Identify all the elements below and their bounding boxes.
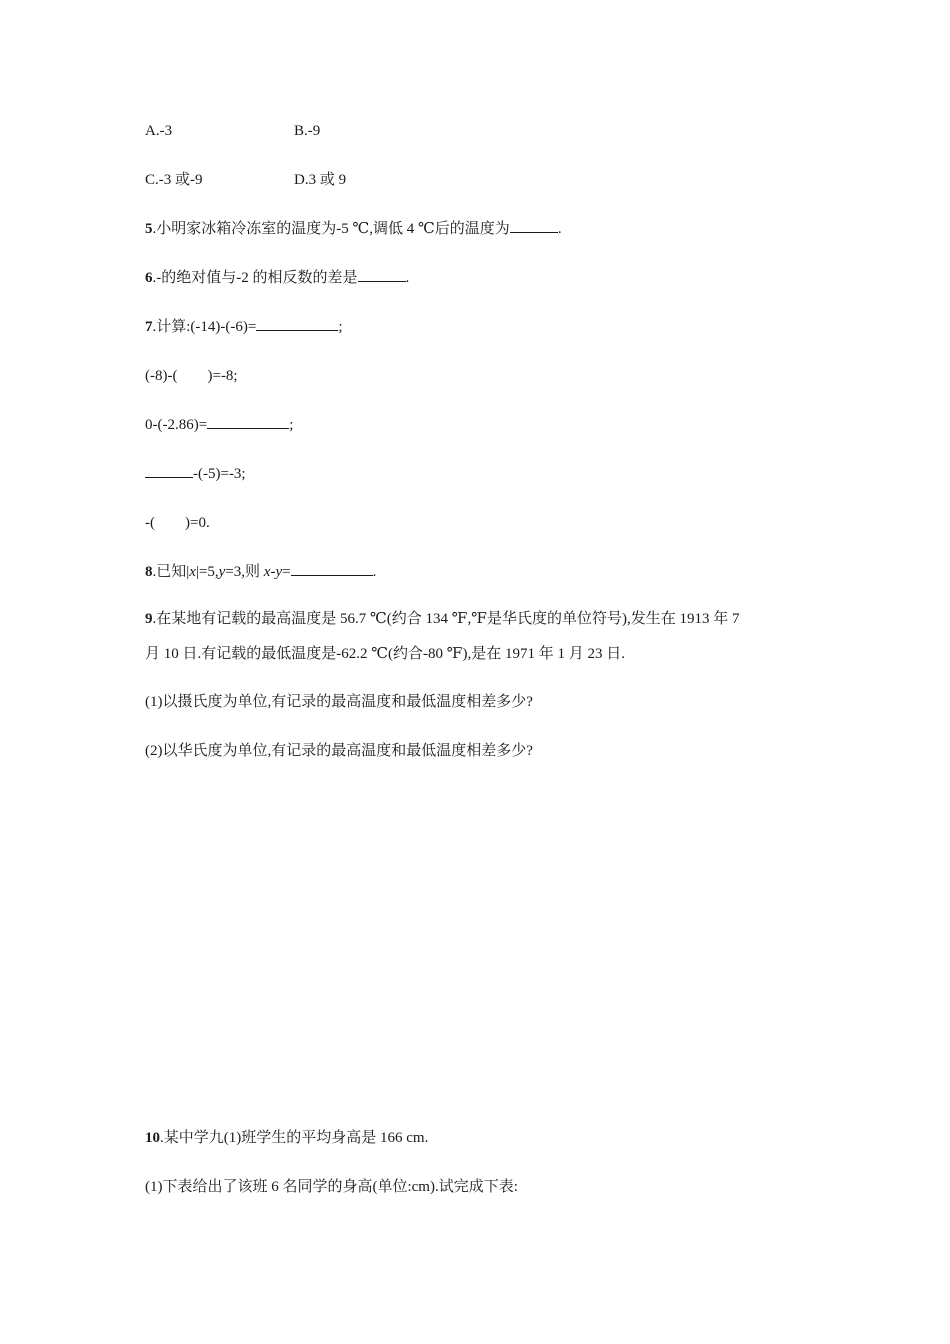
- option-c: C.-3 或-9: [145, 172, 203, 188]
- answer-blank[interactable]: [291, 561, 373, 576]
- option-b: B.-9: [294, 123, 321, 139]
- answer-blank[interactable]: [358, 267, 406, 282]
- question-9: [145, 608, 739, 630]
- question-7-line-5: -( )=0.: [145, 515, 210, 531]
- option-d: D.3 或 9: [294, 172, 347, 188]
- question-7: 7.计算:(-14)-(-6)= ;: [145, 316, 343, 338]
- question-number: 8: [145, 564, 153, 580]
- option-a: A.-3: [145, 123, 173, 139]
- answer-blank[interactable]: [256, 316, 338, 331]
- question-8: 8.已知|x|=5,y=3,则 x-y= .: [145, 561, 376, 583]
- question-text: .-的绝对值与-2 的相反数的差是: [152, 270, 358, 286]
- answer-blank[interactable]: [145, 463, 193, 478]
- option-row-cd: [145, 169, 347, 191]
- answer-blank[interactable]: [207, 414, 289, 429]
- question-9-sub-2: (2)以华氏度为单位,有记录的最高温度和最低温度相差多少?: [145, 743, 533, 759]
- question-text: .计算:(-14)-(-6)=: [152, 319, 257, 335]
- question-number: 9: [145, 611, 153, 627]
- question-text: .在某地有记载的最高温度是 56.7 ℃(约合 134 ℉,℉是华氏度的单位符号),发生在 1913 年 7: [152, 611, 740, 627]
- question-number: 10: [145, 1130, 160, 1146]
- question-number: 6: [145, 270, 153, 286]
- question-9-sub-1: (1)以摄氏度为单位,有记录的最高温度和最低温度相差多少?: [145, 694, 533, 710]
- question-6: 6.-的绝对值与-2 的相反数的差是 .: [145, 267, 409, 289]
- question-7-line-3: 0-(-2.86)= ;: [145, 414, 293, 436]
- option-row-ab: [145, 120, 321, 142]
- question-text: .某中学九(1)班学生的平均身高是 166 cm.: [160, 1130, 429, 1146]
- question-7-line-4: -(-5)=-3;: [145, 463, 246, 485]
- question-10: [145, 1127, 428, 1149]
- question-5: 5.小明家冰箱冷冻室的温度为-5 ℃,调低 4 ℃后的温度为 .: [145, 218, 562, 240]
- question-10-sub-1: (1)下表给出了该班 6 名同学的身高(单位:cm).试完成下表:: [145, 1179, 518, 1195]
- question-number: 7: [145, 319, 153, 335]
- question-number: 5: [145, 221, 153, 237]
- question-9-line-2: 月 10 日.有记载的最低温度是-62.2 ℃(约合-80 ℉),是在 1971 年 1 月 23 日.: [145, 646, 625, 662]
- question-7-line-2: (-8)-( )=-8;: [145, 368, 238, 384]
- answer-blank[interactable]: [510, 218, 558, 233]
- question-text: .小明家冰箱冷冻室的温度为-5 ℃,调低 4 ℃后的温度为: [152, 221, 510, 237]
